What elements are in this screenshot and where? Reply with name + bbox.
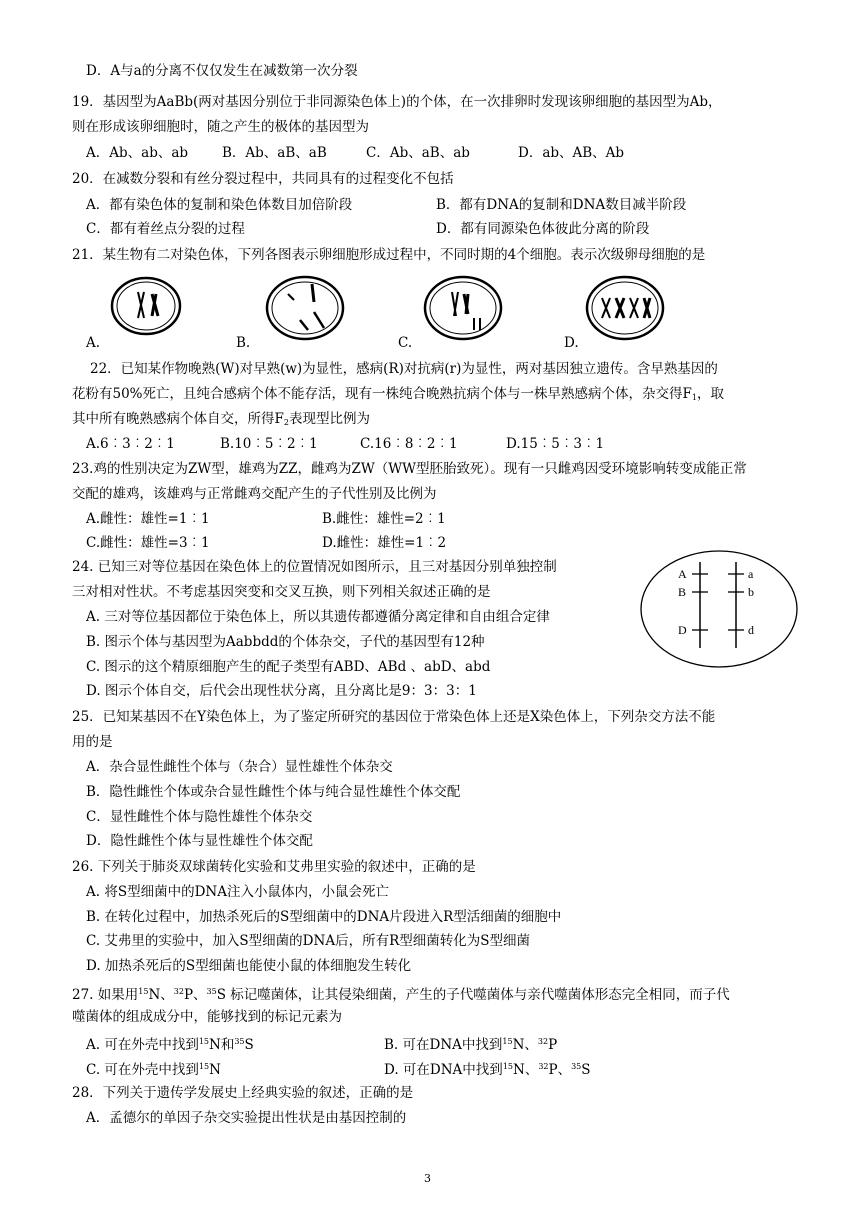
q27-c-text: C. 可在外壳中找到 <box>86 1062 199 1078</box>
q20-option-a: A．都有染色体的复制和染色体数目加倍阶段 <box>86 197 353 213</box>
q27-a-iso15: 15 <box>198 1037 210 1046</box>
q27-label-tail: S 标记噬菌体 <box>216 987 298 1003</box>
q26-stem: 26. 下列关于肺炎双球菌转化实验和艾弗里实验的叙述中，正确的是 <box>72 859 476 875</box>
q21-option-b: B. <box>236 335 251 351</box>
q27-b-text: B. 可在DNA中找到 <box>384 1037 503 1053</box>
q19-stem-line2: 则在形成该卵细胞时，随之产生的极体的基因型为 <box>72 119 369 135</box>
q27-b-iso32: 32 <box>537 1037 549 1046</box>
q26-option-b: B. 在转化过程中，加热杀死后的S型细菌中的DNA片段进入R型活细菌的细胞中 <box>86 909 562 925</box>
q27-d-iso15: 15 <box>502 1062 513 1071</box>
q24-stem-line2: 三对相对性状。不考虑基因突变和交叉互换，则下列相关叙述正确的是 <box>72 584 491 600</box>
q24-option-d: D. 图示个体自交，后代会出现性状分离，且分离比是9：3：3：1 <box>86 683 477 699</box>
q22-f2-subscript: 2 <box>283 418 289 427</box>
q24-option-a: A. 三对等位基因都位于染色体上，所以其遗传都遵循分离定律和自由组合定律 <box>86 609 550 625</box>
q26-option-a: A. 将S型细菌中的DNA注入小鼠体内，小鼠会死亡 <box>86 884 389 900</box>
q20-option-d: D．都有同源染色体彼此分离的阶段 <box>436 221 650 237</box>
q25-option-d: D．隐性雌性个体与显性雄性个体交配 <box>86 833 313 849</box>
q19-option-d: D．ab、AB、Ab <box>518 145 625 161</box>
q19-stem-line1: 19．基因型为AaBb(两对基因分别位于非同源染色体上)的个体，在一次排卵时发现该卵细胞的基因型为Ab， <box>72 94 722 110</box>
q27-d-tail: S <box>581 1062 591 1078</box>
q27-option-a <box>86 1033 254 1054</box>
q20-stem: 20．在减数分裂和有丝分裂过程中，共同具有的过程变化不包括 <box>72 171 454 187</box>
q27-option-d <box>384 1058 591 1079</box>
q26-option-c: C. 艾弗里的实验中，加入S型细菌的DNA后，所有R型细菌转化为S型细菌 <box>86 933 530 949</box>
q27-b-iso15: 15 <box>502 1037 513 1046</box>
q22-option-b: B.10︰5︰2︰1 <box>220 436 318 452</box>
q27-iso32: 32 <box>173 987 184 996</box>
q23-option-a: A.雌性：雄性=1︰1 <box>86 511 210 527</box>
q19-option-b: B．Ab、aB、aB <box>222 145 327 161</box>
q27-d-text: D. 可在DNA中找到 <box>384 1062 503 1078</box>
q21-option-a: A. <box>86 335 101 351</box>
q24-option-b: B. 图示个体与基因型为Aabbdd的个体杂交，子代的基因型有12种 <box>86 634 485 650</box>
q28-option-a: A．孟德尔的单因子杂交实验提出性状是由基因控制的 <box>86 1110 407 1126</box>
q20-option-c: C．都有着丝点分裂的过程 <box>86 221 245 237</box>
q18-option-d: D．A与a的分离不仅仅发生在减数第一次分裂 <box>86 63 358 79</box>
q22-f1-subscript: 1 <box>691 393 697 402</box>
q27-a-tail: S <box>244 1037 254 1053</box>
q25-stem-line2: 用的是 <box>72 734 113 750</box>
q27-iso15: 15 <box>138 987 149 996</box>
q27-P: P <box>183 987 194 1003</box>
q27-d-mid1: N、 <box>513 1062 539 1078</box>
q23-option-c: C.雌性：雄性=3︰1 <box>86 535 210 551</box>
q19-option-a: A．Ab、ab、ab <box>86 145 189 161</box>
q25-option-b: B．隐性雌性个体或杂合显性雌性个体与纯合显性雄性个体交配 <box>86 784 461 800</box>
q22-stem-line1: 22．已知某作物晚熟(W)对早熟(w)为显性，感病(R)对抗病(r)为显性，两对基因独立遗传。含早熟基因的 <box>90 361 718 377</box>
q24-fig-label-a: a <box>748 567 754 581</box>
q23-stem-line2: 交配的雄鸡，该雄鸡与正常雌鸡交配产生的子代性别及比例为 <box>72 486 437 502</box>
q23-option-d: D.雌性：雄性=1︰2 <box>322 535 447 551</box>
q27-c-tail: N <box>209 1062 221 1078</box>
q23-option-b: B.雌性：雄性=2︰1 <box>322 511 446 527</box>
q22-stem-line2-text: 花粉有50%死亡，且纯合感病个体不能存活，现有一株纯合晚熟抗病个体与一株早熟感病个体，杂交得F <box>72 386 692 402</box>
q21-cell-d <box>587 277 663 339</box>
q24-fig-label-D: D <box>678 623 687 637</box>
q27-option-b <box>384 1033 557 1054</box>
q22-stem-line2 <box>72 385 724 407</box>
q21-cell-b <box>267 277 343 339</box>
q27-b-tail: P <box>548 1037 558 1053</box>
q27-d-iso35: 35 <box>571 1062 582 1071</box>
q23-stem-line1: 23.鸡的性别决定为ZW型，雄鸡为ZZ，雌鸡为ZW（WW型胚胎致死）。现有一只雌鸡因受环境影响转变成能正常 <box>72 461 747 477</box>
q24-fig-label-b: b <box>748 585 754 599</box>
q26-option-d: D. 加热杀死后的S型细菌也能使小鼠的体细胞发生转化 <box>86 958 412 974</box>
page-number: 3 <box>424 1172 431 1185</box>
q28-stem: 28．下列关于遗传学发展史上经典实验的叙述，正确的是 <box>72 1085 414 1101</box>
q27-a-text: A. 可在外壳中找到 <box>86 1037 199 1053</box>
q25-option-c: C．显性雌性个体与隐性雄性个体杂交 <box>86 809 313 825</box>
q24-option-c: C. 图示的这个精原细胞产生的配子类型有ABD、ABd 、abD、abd <box>86 659 491 675</box>
q25-option-a: A．杂合显性雌性个体与（杂合）显性雄性个体杂交 <box>86 759 393 775</box>
q27-a-mid: N和 <box>209 1037 235 1053</box>
q25-stem-line1: 25．已知某基因不在Y染色体上，为了鉴定所研究的基因位于常染色体上还是X染色体上，下列杂交方法不能 <box>72 709 716 725</box>
q24-fig-label-B: B <box>678 585 687 599</box>
q27-N: N <box>148 987 161 1003</box>
q24-stem-line1: 24. 已知三对等位基因在染色体上的位置情况如图所示，且三对基因分别单独控制 <box>72 559 557 575</box>
q21-option-d: D. <box>564 335 579 351</box>
q27-c-iso15: 15 <box>198 1062 210 1071</box>
q21-option-c: C. <box>398 335 413 351</box>
q22-option-d: D.15︰5︰3︰1 <box>506 436 605 452</box>
q27-stem-line2: 噬菌体的组成成分中，能够找到的标记元素为 <box>72 1009 342 1025</box>
q20-option-b: B．都有DNA的复制和DNA数目减半阶段 <box>436 197 687 213</box>
q27-d-iso32: 32 <box>538 1062 549 1071</box>
q27-stem-line1: 27. 如果用$^{15}$N、$^{32}$P、$^{35}$S 标记噬菌体，让其侵染细菌，产生的子代噬菌体与亲代噬菌体形态完全相同，而子代 <box>72 987 730 1003</box>
q27-d-mid2: P、 <box>548 1062 572 1078</box>
q21-cell-a <box>112 278 180 334</box>
q19-option-c: C．Ab、aB、ab <box>366 145 470 161</box>
q22-option-a: A.6︰3︰2︰1 <box>86 436 175 452</box>
q27-a-iso35: 35 <box>234 1037 245 1046</box>
q24-fig-label-d: d <box>748 623 754 637</box>
q24-chromosome-diagram <box>638 548 800 670</box>
q22-stem-line2-tail: ，取 <box>696 386 724 402</box>
q27-b-mid: N、 <box>512 1037 538 1053</box>
q27-stem-text: 27. 如果用 <box>72 987 139 1003</box>
q22-stem-line3 <box>72 410 370 432</box>
q22-stem-line3-text: 其中所有晚熟感病个体自交，所得F <box>72 411 284 427</box>
q22-stem-line3-tail: 表现型比例为 <box>288 411 370 427</box>
q21-cell-c <box>425 277 501 339</box>
q24-fig-label-A: A <box>678 567 687 581</box>
q21-stem: 21．某生物有二对染色体，下列各图表示卵细胞形成过程中，不同时期的4个细胞。表示次级卵母细胞的是 <box>72 247 706 263</box>
q22-option-c: C.16︰8︰2︰1 <box>360 436 458 452</box>
q27-option-c <box>86 1058 221 1079</box>
q27-iso35: 35 <box>206 987 217 996</box>
q27-stem-tail: ，让其侵染细菌，产生的子代噬菌体与亲代噬菌体形态完全相同，而子代 <box>297 987 730 1003</box>
